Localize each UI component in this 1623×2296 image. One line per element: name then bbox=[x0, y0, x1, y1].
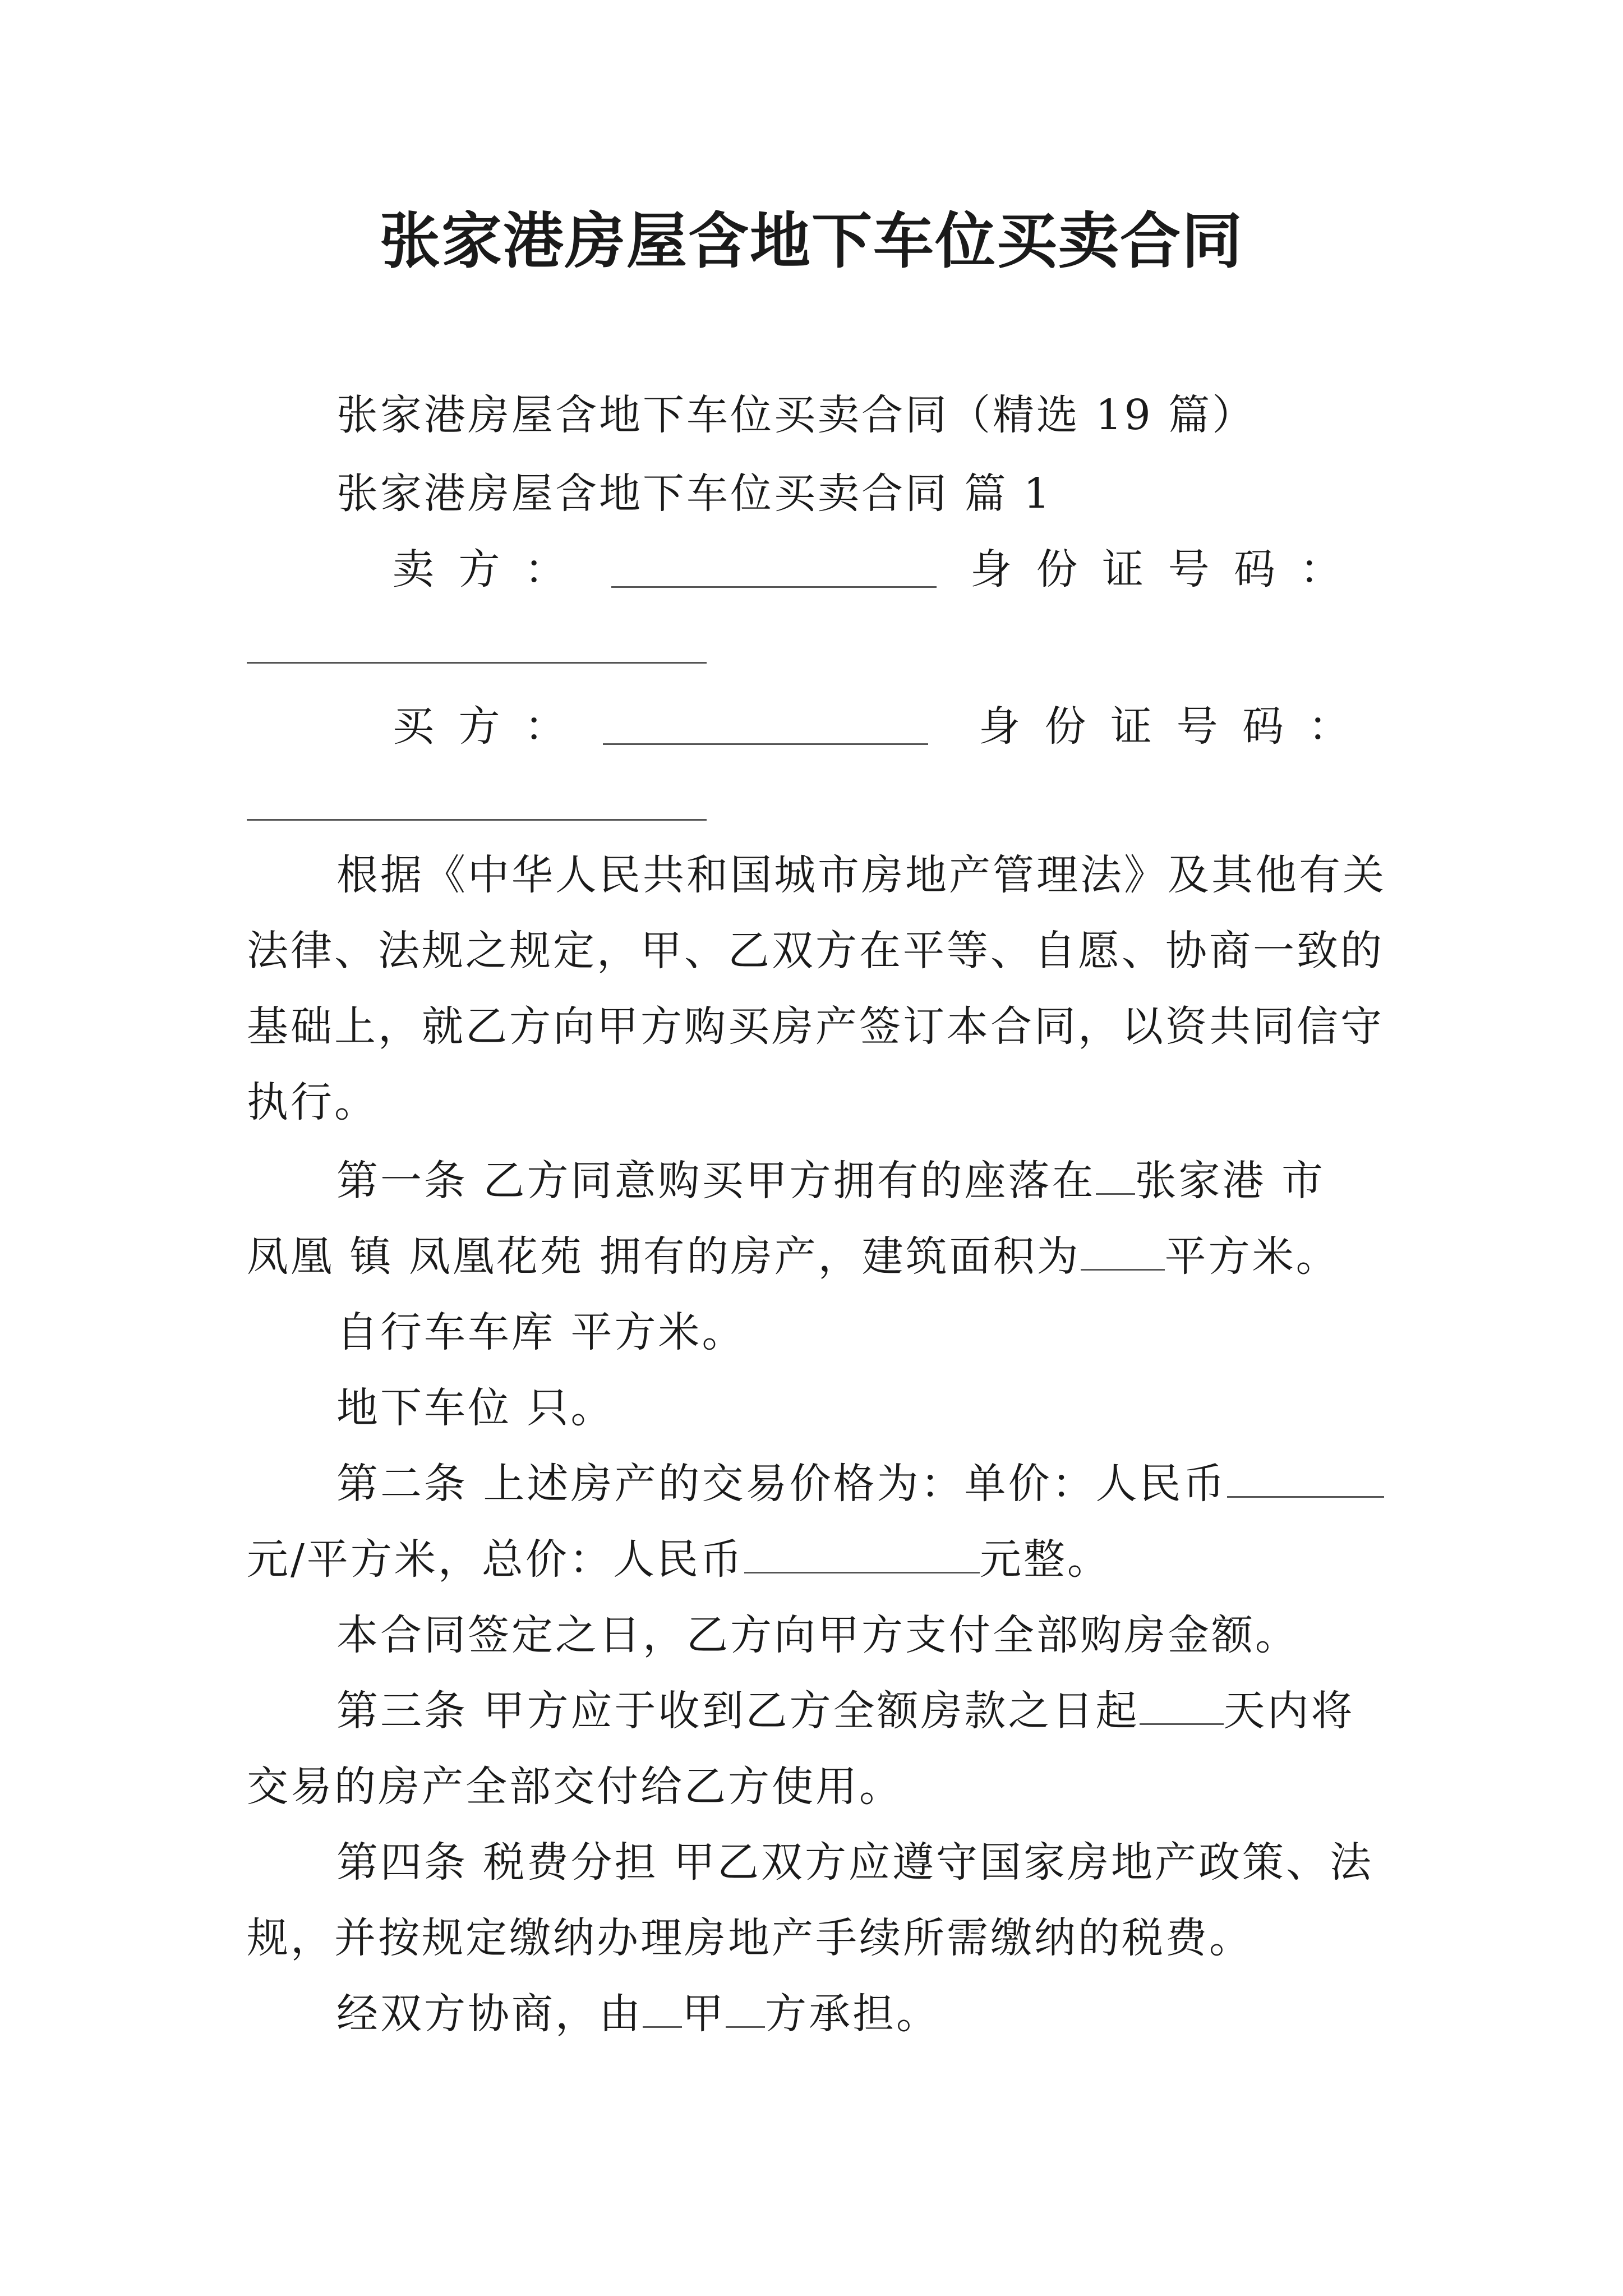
days-blank bbox=[1140, 1684, 1224, 1725]
unit-price-blank bbox=[1227, 1457, 1384, 1498]
article-4-payer: 甲 bbox=[682, 1990, 726, 2038]
location-blank bbox=[1096, 1154, 1135, 1195]
article-1-line-3: 自行车车库 平方米。 bbox=[336, 1308, 746, 1356]
article-1-text-b: 凤凰 镇 凤凰花苑 拥有的房产，建筑面积为 bbox=[247, 1232, 1081, 1281]
article-1-line-1 bbox=[336, 1153, 1325, 1209]
seller-name-blank bbox=[611, 586, 937, 588]
payer-blank-right bbox=[726, 1987, 765, 2028]
seller-id-label: 身 份 证 号 码 ： bbox=[970, 545, 1347, 593]
article-4-line-3 bbox=[336, 1986, 940, 2042]
document-title: 张家港房屋含地下车位买卖合同 bbox=[379, 206, 1243, 277]
article-2-line-2 bbox=[247, 1531, 1111, 1588]
article-3-line-2: 交易的房产全部交付给乙方使用。 bbox=[247, 1763, 903, 1811]
article-2-text-a: 第二条 上述房产的交易价格为：单价：人民币 bbox=[336, 1460, 1227, 1508]
article-1-unit: 平方米。 bbox=[1164, 1232, 1340, 1281]
article-4-line-1: 第四条 税费分担 甲乙双方应遵守国家房地产政策、法 bbox=[336, 1838, 1374, 1887]
article-4-text-c: 方承担。 bbox=[765, 1990, 940, 2038]
article-2-line-3: 本合同签定之日，乙方向甲方支付全部购房金额。 bbox=[336, 1611, 1299, 1659]
area-blank bbox=[1081, 1230, 1165, 1271]
payer-blank-left bbox=[643, 1987, 682, 2028]
preamble-line-3: 基础上，就乙方向甲方购买房产签订本合同，以资共同信守 bbox=[247, 1002, 1384, 1051]
article-3-line-1 bbox=[336, 1683, 1355, 1739]
article-4-text-a: 经双方协商，由 bbox=[336, 1990, 643, 2038]
buyer-id-label: 身 份 证 号 码 ： bbox=[979, 702, 1355, 751]
article-1-line-4: 地下车位 只。 bbox=[336, 1384, 615, 1432]
buyer-label: 买 方 ： bbox=[393, 702, 572, 751]
article-1-city: 张家港 市 bbox=[1135, 1157, 1326, 1205]
total-price-blank bbox=[744, 1533, 980, 1573]
article-3-text-a: 第三条 甲方应于收到乙方全额房款之日起 bbox=[336, 1687, 1140, 1735]
preamble-line-1: 根据《中华人民共和国城市房地产管理法》及其他有关 bbox=[336, 851, 1386, 899]
article-4-line-2: 规，并按规定缴纳办理房地产手续所需缴纳的税费。 bbox=[247, 1914, 1253, 1962]
seller-id-blank bbox=[247, 662, 707, 664]
chapter-heading: 张家港房屋含地下车位买卖合同 篇 1 bbox=[336, 470, 1053, 518]
seller-label: 卖 方 ： bbox=[393, 545, 572, 593]
buyer-name-blank bbox=[603, 743, 928, 745]
article-2-line-1 bbox=[336, 1456, 1384, 1512]
article-2-text-c: 元整。 bbox=[979, 1535, 1111, 1584]
article-1-text-a: 第一条 乙方同意购买甲方拥有的座落在 bbox=[336, 1157, 1096, 1205]
article-1-line-2 bbox=[247, 1228, 1340, 1285]
article-3-text-b: 天内将 bbox=[1223, 1687, 1355, 1735]
subtitle-line: 张家港房屋含地下车位买卖合同（精选 19 篇） bbox=[336, 391, 1256, 439]
article-2-text-b: 元/平方米，总价：人民币 bbox=[247, 1535, 744, 1584]
preamble-line-2: 法律、法规之规定，甲、乙双方在平等、自愿、协商一致的 bbox=[247, 927, 1384, 975]
preamble-line-4: 执行。 bbox=[247, 1078, 378, 1126]
buyer-id-blank bbox=[247, 819, 707, 821]
